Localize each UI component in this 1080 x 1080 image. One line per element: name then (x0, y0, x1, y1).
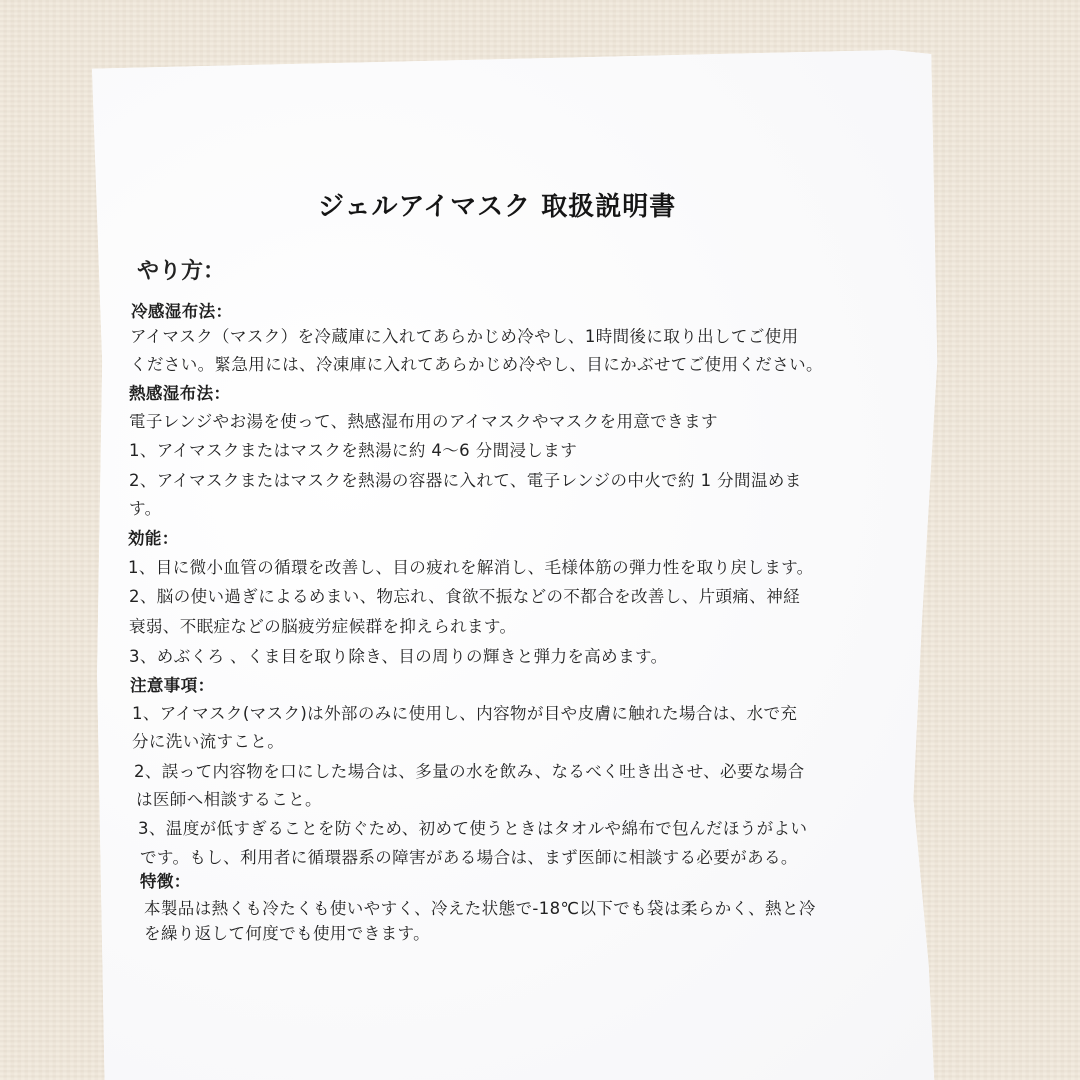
cautions-line: 2、誤って内容物を口にした場合は、多量の水を飲み、なるべく吐き出させ、必要な場合 (134, 762, 805, 781)
cold-compress-line: アイマスク（マスク）を冷蔵庫に入れてあらかじめ冷やし、1時間後に取り出してご使用 (130, 327, 799, 346)
hot-compress-line: 2、アイマスクまたはマスクを熱湯の容器に入れて、電子レンジの中火で約 1 分間温めま (129, 471, 802, 490)
cautions-line: は医師へ相談すること。 (136, 790, 322, 809)
cautions-line: 1、アイマスク(マスク)は外部のみに使用し、内容物が目や皮膚に触れた場合は、水で充 (132, 704, 798, 723)
cold-compress-heading: 冷感湿布法： (131, 302, 233, 321)
hot-compress-line: 電子レンジやお湯を使って、熱感湿布用のアイマスクやマスクを用意できます (129, 412, 718, 431)
hot-compress-heading: 熱感湿布法： (129, 384, 231, 403)
effects-line: 3、めぶくろ 、くま目を取り除き、目の周りの輝きと弾力を高めます。 (129, 647, 668, 666)
cautions-heading: 注意事項： (130, 676, 215, 695)
hot-compress-line: す。 (129, 499, 162, 518)
cautions-line: です。もし、利用者に循環器系の障害がある場合は、まず医師に相談する必要がある。 (140, 848, 798, 867)
effects-line: 1、目に微小血管の循環を改善し、目の疲れを解消し、毛様体筋の弾力性を取り戻します。 (128, 558, 814, 577)
document-title: ジェルアイマスク 取扱説明書 (318, 192, 677, 222)
features-line: を繰り返して何度でも使用できます。 (144, 924, 430, 943)
effects-line: 衰弱、不眠症などの脳疲労症候群を抑えられます。 (129, 617, 517, 636)
cautions-line: 3、温度が低すぎることを防ぐため、初めて使うときはタオルや綿布で包んだほうがよい (138, 819, 808, 838)
cautions-line: 分に洗い流すこと。 (132, 732, 285, 751)
cold-compress-line: ください。緊急用には、冷凍庫に入れてあらかじめ冷やし、目にかぶせてご使用ください。 (130, 355, 823, 374)
hot-compress-line: 1、アイマスクまたはマスクを熱湯に約 4〜6 分間浸します (129, 441, 578, 460)
effects-line: 2、脳の使い過ぎによるめまい、物忘れ、食欲不振などの不都合を改善し、片頭痛、神経 (129, 587, 800, 606)
features-line: 本製品は熱くも冷たくも使いやすく、冷えた状態で-18℃以下でも袋は柔らかく、熱と冷 (144, 899, 816, 918)
howto-heading: やり方： (137, 259, 226, 284)
effects-heading: 効能： (128, 529, 179, 548)
features-heading: 特徴： (140, 872, 191, 891)
